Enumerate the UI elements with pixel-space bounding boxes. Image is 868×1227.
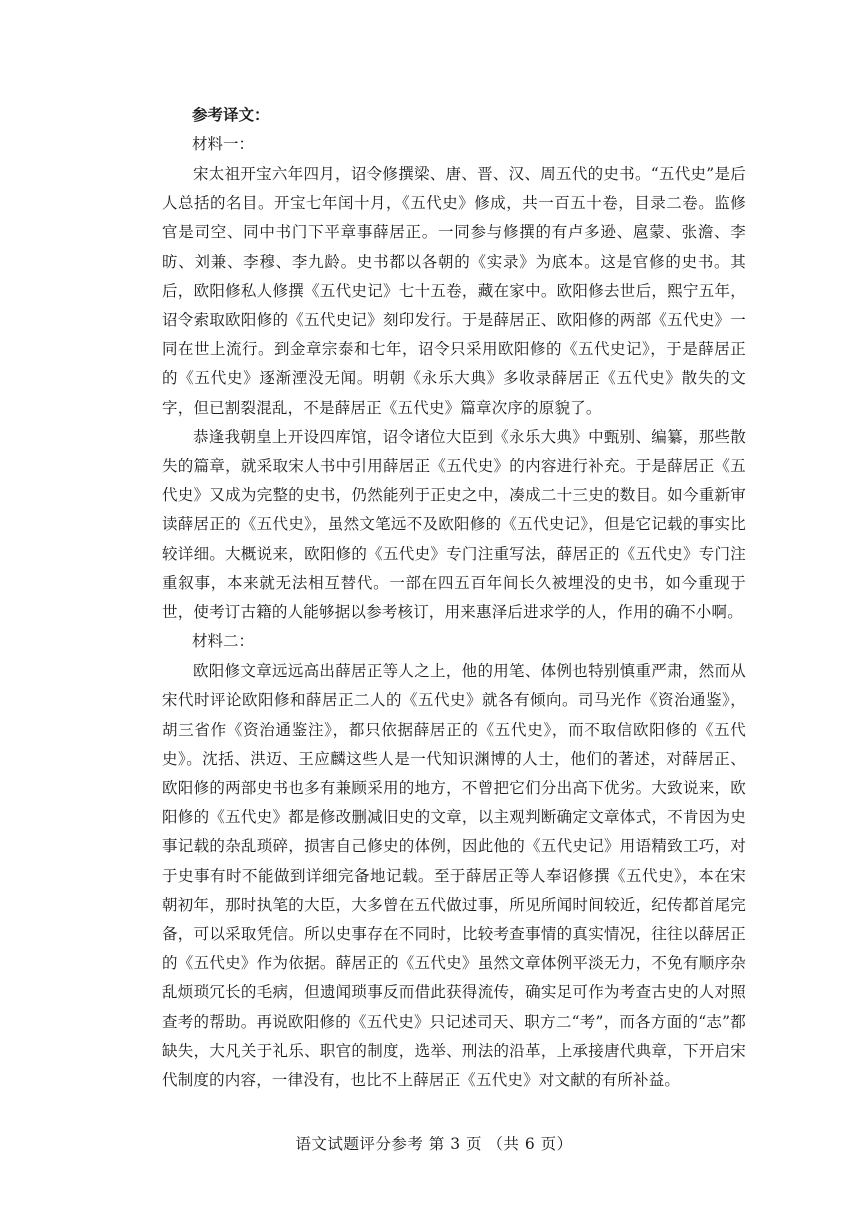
material-2-label: 材料二： xyxy=(192,632,255,651)
translation-content xyxy=(162,102,746,1095)
material-1-label: 材料一： xyxy=(192,135,255,153)
reference-translation-heading: 参考译文： xyxy=(192,106,270,124)
material-1-paragraph: 恭逢我朝皇上开设四库馆，诏令诸位大臣到《永乐大典》中甄别、编纂，那些散失的篇章，就采取宋人书中引用薛居正《五代史》的内容进行补充。于是薛居正《五代史》又成为完整的史书，仍然能列于正史之中，凑成二十三史的数目。如今重新审读薛居正的《五代史》，虽然文笔远不及欧阳修的《五代史记》，但是它记载的事实比较详细。大概说来，欧阳修的《五代史》专门注重写法，薛居正的《五代史》专门注重叙事，本来就无法相互替代。一部在四五百年间长久被埋没的史书，如今重现于世，使考订古籍的人能够据以参考核订，用来惠泽后进求学的人，作用的确不小啊。 xyxy=(162,427,746,622)
page-footer: 语文试题评分参考 第 3 页 （共 6 页） xyxy=(295,1135,573,1153)
material-2-paragraph: 欧阳修文章远远高出薛居正等人之上，他的用笔、体例也特别慎重严肃，然而从宋代时评论欧阳修和薛居正二人的《五代史》就各有倾向。司马光作《资治通鉴》，胡三省作《资治通鉴注》，都只依据薛居正的《五代史》，而不取信欧阳修的《五代史》。沈括、洪迈、王应麟这些人是一代知识渊博的人士，他们的著述，对薛居正、欧阳修的两部史书也多有兼顾采用的地方，不曾把它们分出高下优劣。大致说来，欧阳修的《五代史》都是修改删减旧史的文章，以主观判断确定文章体式，不肯因为史事记载的杂乱琐碎，损害自己修史的体例，因此他的《五代史记》用语精致工巧，对于史事有时不能做到详细完备地记载。至于薛居正等人奉诏修撰《五代史》，本在宋朝初年，那时执笔的大臣，大多曾在五代做过事，所见所闻时间较近，纪传都首尾完备，可以采取凭信。所以史事存在不同时，比较考查事情的真实情况，往往以薛居正的《五代史》作为依据。薛居正的《五代史》虽然文章体例平淡无力，不免有顺序杂乱烦琐冗长的毛病，但遗闻琐事反而借此获得流传，确实足可作为考查古史的人对照查考的帮助。再说欧阳修的《五代史》只记述司天、职方二“考”，而各方面的“志”都缺失，大凡关于礼乐、职官的制度，选举、刑法的沿革，上承接唐代典章，下开启宋代制度的内容，一律没有，也比不上薛居正《五代史》对文献的有所补益。 xyxy=(162,662,746,1090)
material-1-paragraph: 宋太祖开宝六年四月，诏令修撰梁、唐、晋、汉、周五代的史书。“五代史”是后人总括的名目。开宝七年闰十月，《五代史》修成，共一百五十卷，目录二卷。监修官是司空、同中书门下平章事薛居正。一同参与修撰的有卢多逊、扈蒙、张澹、李昉、刘兼、李穆、李九龄。史书都以各朝的《实录》为底本。这是官修的史书。其后，欧阳修私人修撰《五代史记》七十五卷，藏在家中。欧阳修去世后，熙宁五年，诏令索取欧阳修的《五代史记》刻印发行。于是薛居正、欧阳修的两部《五代史》一同在世上流行。到金章宗泰和七年，诏令只采用欧阳修的《五代史记》，于是薛居正的《五代史》逐渐湮没无闻。明朝《永乐大典》多收录薛居正《五代史》散失的文字，但已割裂混乱，不是薛居正《五代史》篇章次序的原貌了。 xyxy=(162,165,746,417)
